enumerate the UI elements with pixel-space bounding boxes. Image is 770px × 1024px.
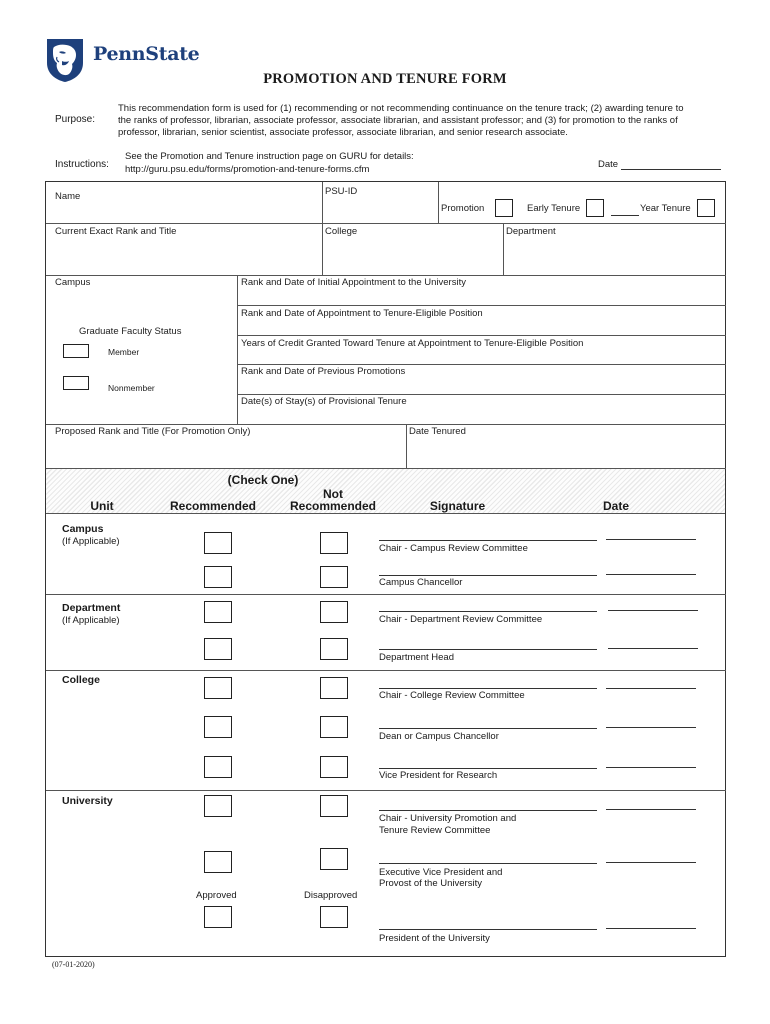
date-tenured-field[interactable]: Date Tenured xyxy=(409,426,466,437)
department-committee-not-recommended-checkbox[interactable] xyxy=(320,601,348,623)
unit-campus: Campus xyxy=(62,523,104,535)
promotion-label: Promotion xyxy=(441,203,485,214)
university-committee-not-recommended-checkbox[interactable] xyxy=(320,795,348,817)
early-tenure-checkbox[interactable] xyxy=(586,199,604,217)
instructions-label: Instructions: xyxy=(55,159,109,170)
evp-label-2: Provost of the University xyxy=(379,878,482,889)
date-line[interactable] xyxy=(606,928,696,929)
date-header: Date xyxy=(602,499,629,513)
check-one-header: (Check One) xyxy=(227,473,299,487)
proposed-rank-field[interactable]: Proposed Rank and Title (For Promotion Only) xyxy=(55,426,251,437)
date-line[interactable] xyxy=(606,862,696,863)
signature-line[interactable] xyxy=(379,810,597,811)
date-line[interactable] xyxy=(606,688,696,689)
penn-state-wordmark: PennState xyxy=(93,43,200,65)
department-head-not-recommended-checkbox[interactable] xyxy=(320,638,348,660)
promotion-checkbox[interactable] xyxy=(495,199,513,217)
evp-label-1: Executive Vice President and xyxy=(379,867,503,878)
years-credit-field[interactable]: Years of Credit Granted Toward Tenure at Appointment to Tenure-Eligible Position xyxy=(241,338,584,349)
campus-chancellor-label: Campus Chancellor xyxy=(379,577,463,588)
chair-university-label-2: Tenure Review Committee xyxy=(379,825,491,836)
date-line[interactable] xyxy=(608,648,698,649)
divider xyxy=(237,394,726,395)
psu-id-field[interactable]: PSU-ID xyxy=(325,186,358,197)
vp-research-label: Vice President for Research xyxy=(379,770,498,781)
tenure-eligible-appointment-field[interactable]: Rank and Date of Appointment to Tenure-Eligible Position xyxy=(241,308,483,319)
divider xyxy=(46,790,726,791)
date-line[interactable] xyxy=(606,539,696,540)
university-committee-recommended-checkbox[interactable] xyxy=(204,795,232,817)
name-field[interactable]: Name xyxy=(55,191,81,202)
instructions-line1: See the Promotion and Tenure instruction page on GURU for details: xyxy=(125,151,414,162)
divider xyxy=(237,364,726,365)
member-checkbox[interactable] xyxy=(63,344,89,358)
divider xyxy=(46,223,322,224)
dean-not-recommended-checkbox[interactable] xyxy=(320,716,348,738)
campus-field[interactable]: Campus xyxy=(55,277,91,288)
member-label: Member xyxy=(108,347,140,357)
nonmember-checkbox[interactable] xyxy=(63,376,89,390)
signature-line[interactable] xyxy=(379,688,597,689)
college-field[interactable]: College xyxy=(325,226,358,237)
guru-link[interactable]: http://guru.psu.edu/forms/promotion-and-tenure-forms.cfm xyxy=(125,164,370,175)
signature-line[interactable] xyxy=(379,863,597,864)
chair-university-label-1: Chair - University Promotion and xyxy=(379,813,517,824)
current-rank-field[interactable]: Current Exact Rank and Title xyxy=(55,226,177,237)
divider xyxy=(503,223,504,275)
unit-campus-note: (If Applicable) xyxy=(62,536,120,547)
campus-chancellor-recommended-checkbox[interactable] xyxy=(204,566,232,588)
evp-recommended-checkbox[interactable] xyxy=(204,851,232,873)
year-tenure-checkbox[interactable] xyxy=(697,199,715,217)
divider xyxy=(46,594,726,595)
unit-header: Unit xyxy=(90,499,114,513)
purpose-line: This recommendation form is used for (1) recommending or not recommending continuance on the tenure track; (2) awarding tenure to xyxy=(118,103,684,114)
divider xyxy=(237,335,726,336)
date-line[interactable] xyxy=(606,727,696,728)
divider xyxy=(438,182,439,223)
department-committee-recommended-checkbox[interactable] xyxy=(204,601,232,623)
chair-department-label: Chair - Department Review Committee xyxy=(379,614,543,625)
college-committee-not-recommended-checkbox[interactable] xyxy=(320,677,348,699)
divider xyxy=(237,305,726,306)
dean-recommended-checkbox[interactable] xyxy=(204,716,232,738)
signature-line[interactable] xyxy=(379,575,597,576)
nonmember-label: Nonmember xyxy=(108,383,155,393)
previous-promotions-field[interactable]: Rank and Date of Previous Promotions xyxy=(241,366,406,377)
signature-line[interactable] xyxy=(379,611,597,612)
signature-line[interactable] xyxy=(379,649,597,650)
president-label: President of the University xyxy=(379,933,490,944)
date-line[interactable] xyxy=(606,809,696,810)
year-tenure-input-line[interactable] xyxy=(611,215,639,216)
purpose-text xyxy=(118,103,728,139)
form-box xyxy=(45,181,726,957)
date-label: Date xyxy=(598,159,619,170)
year-tenure-label: Year Tenure xyxy=(640,203,691,214)
president-disapproved-checkbox[interactable] xyxy=(320,906,348,928)
date-input-line[interactable] xyxy=(621,169,721,170)
date-line[interactable] xyxy=(608,610,698,611)
divider xyxy=(46,670,726,671)
purpose-line: the ranks of professor, librarian, associate professor, associate librarian, and assistant professor; and (3) for promotion to the ranks of xyxy=(118,115,678,126)
signature-header: Signature xyxy=(429,499,486,513)
form-title: PROMOTION AND TENURE FORM xyxy=(263,71,507,87)
signature-line[interactable] xyxy=(379,728,597,729)
signature-line[interactable] xyxy=(379,540,597,541)
purpose-line: professor, librarian, senior scientist, associate professor, associate librarian, and senior research associate. xyxy=(118,127,568,138)
divider xyxy=(46,468,726,469)
chair-campus-label: Chair - Campus Review Committee xyxy=(379,543,528,554)
signature-line[interactable] xyxy=(379,768,597,769)
divider xyxy=(322,182,323,275)
campus-committee-not-recommended-checkbox[interactable] xyxy=(320,532,348,554)
department-head-label: Department Head xyxy=(379,652,454,663)
date-line[interactable] xyxy=(606,767,696,768)
campus-committee-recommended-checkbox[interactable] xyxy=(204,532,232,554)
campus-chancellor-not-recommended-checkbox[interactable] xyxy=(320,566,348,588)
president-approved-checkbox[interactable] xyxy=(204,906,232,928)
divider xyxy=(46,275,726,276)
divider xyxy=(237,275,238,424)
date-line[interactable] xyxy=(606,574,696,575)
grad-faculty-status-label: Graduate Faculty Status xyxy=(79,326,182,337)
unit-university: University xyxy=(62,795,113,807)
vp-research-recommended-checkbox[interactable] xyxy=(204,756,232,778)
recommended-header: Recommended xyxy=(169,499,257,513)
approved-label: Approved xyxy=(196,890,237,901)
not-header: Not xyxy=(323,487,343,501)
college-committee-recommended-checkbox[interactable] xyxy=(204,677,232,699)
unit-department: Department xyxy=(62,602,121,614)
department-field[interactable]: Department xyxy=(506,226,556,237)
divider xyxy=(322,223,726,224)
early-tenure-label: Early Tenure xyxy=(527,203,581,214)
dean-label: Dean or Campus Chancellor xyxy=(379,731,499,742)
signature-line[interactable] xyxy=(379,929,597,930)
not-recommended-header: Recommended xyxy=(289,499,377,513)
vp-research-not-recommended-checkbox[interactable] xyxy=(320,756,348,778)
initial-appointment-field[interactable]: Rank and Date of Initial Appointment to the University xyxy=(241,277,466,288)
unit-college: College xyxy=(62,674,100,686)
divider xyxy=(406,424,407,469)
evp-not-recommended-checkbox[interactable] xyxy=(320,848,348,870)
chair-college-label: Chair - College Review Committee xyxy=(379,690,525,701)
purpose-label: Purpose: xyxy=(55,114,96,125)
provisional-tenure-field[interactable]: Date(s) of Stay(s) of Provisional Tenure xyxy=(241,396,407,407)
form-revision-date: (07-01-2020) xyxy=(52,960,95,969)
disapproved-label: Disapproved xyxy=(304,890,358,901)
divider xyxy=(46,424,726,425)
unit-department-note: (If Applicable) xyxy=(62,615,120,626)
department-head-recommended-checkbox[interactable] xyxy=(204,638,232,660)
